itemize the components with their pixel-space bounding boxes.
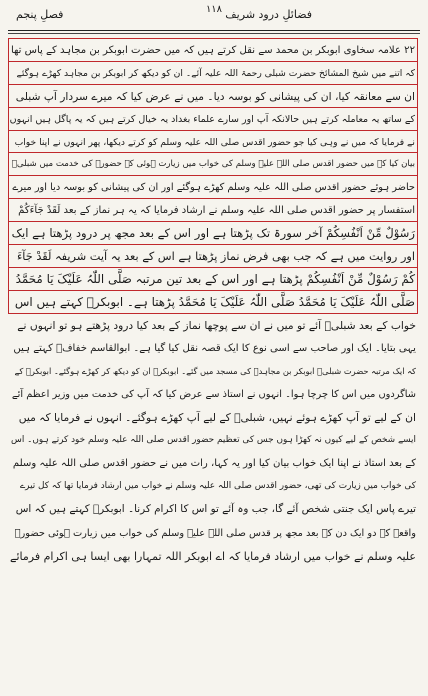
text-line: تیرے پاس ایک جنتی شخص آئے گا، جب وہ آئے تو اس کا اکرام کرنا۔ ابوبکرؒ کہتے ہیں کہ اس <box>15 503 416 516</box>
book-title: فضائلِ درود شریف <box>225 8 312 21</box>
text-line: کہ اتنے میں شیخ المشائخ حضرت شبلی رحمۃ اللہ علیہ آئے۔ ان کو دیکھ کر ابوبکر بن مجاہد کھڑے ہوگئے <box>8 62 418 85</box>
page-number: ۱۱۸ <box>205 4 223 15</box>
text-line: کی خواب میں زیارت کی تھی، حضور اقدس صلی اللہ علیہ وسلم نے خواب میں ارشاد فرمایا تھا کہ کل تیرے <box>19 481 416 492</box>
text-line: کہ ایک مرتبہ حضرت شبلیؒ ابوبکر بن مجاہدؒ کی مسجد میں گئے۔ ابوبکرؒ ان کو دیکھ کر کھڑے ہوگئے۔ ابوبکرؒ کے <box>14 365 416 376</box>
text-line: نے فرمایا کہ میں نے وہی کیا جو حضور اقدس صلی اللہ علیہ وسلم کو کرتے دیکھا، پھر انہوں نے اپنا خواب <box>8 131 418 154</box>
text-line: حاضر ہوئے حضور اقدس صلی اللہ علیہ وسلم کھڑے ہوگئے اور ان کی پیشانی کو بوسہ دیا اور میرے <box>8 176 418 199</box>
text-line: بیان کیا کہ میں حضور اقدس صلی اللہ علیہ وسلم کی خواب میں زیارت ہوئی کہ حضورؐ کی خدمت میں شبلیؒ <box>8 153 418 176</box>
text-line: ان کے لیے تو آپ کھڑے ہوئے نہیں، شبلیؒ کے لیے آپ کھڑے ہوگئے۔ انہوں نے فرمایا کہ میں <box>18 411 416 425</box>
text-line: کے بعد استاذ نے اپنا ایک خواب بیان کیا اور یہ کہا، رات میں نے حضور اقدس صلی اللہ علیہ وسلم <box>12 458 416 470</box>
header-rule-thin <box>8 33 420 34</box>
text-line: ان سے معانقہ کیا، ان کی پیشانی کو بوسہ دیا۔ میں نے عرض کیا کہ میرے سردار آپ شبلی <box>8 85 418 108</box>
text-line: رَسُوْلٌ مِّنْ اَنْفُسِکُمْ آخر سورۃ تک پڑھتا ہے اور اس کے بعد مجھ پر درود پڑھتا ہے ایک <box>8 222 418 245</box>
text-line: شاگردوں میں اس کا چرچا ہوا۔ انہوں نے استاذ سے عرض کیا کہ آپ کی خدمت میں وزیر اعظم آئے <box>11 388 416 400</box>
text-line: کُمْ رَسُوْلٌ مِّنْ اَنْفُسِکُمْ پڑھتا ہے اور اس کے بعد تین مرتبہ صَلَّی اللّٰہُ عَلَیْکَ یَا مُحَمَّدُ <box>8 268 418 291</box>
text-line: استفسار پر حضور اقدس صلی اللہ علیہ وسلم نے ارشاد فرمایا کہ یہ ہر نماز کے بعد لَقَدْ جَآءَکُمْ <box>8 199 418 222</box>
text-line: علیہ وسلم نے خواب میں ارشاد فرمایا کہ اے ابوبکر اللہ تمہارا بھی ایسا ہی اکرام فرمائے <box>10 549 416 563</box>
text-line: خواب کے بعد شبلیؒ آئے تو میں نے ان سے پوچھا نماز کے بعد کیا درود پڑھتے ہو تو انہوں نے <box>17 318 416 332</box>
text-line: اور روایت میں ہے کہ جب بھی فرض نماز پڑھتا ہے اس کے بعد یہ آیت شریفہ لَقَدْ جَآءَ <box>8 245 418 268</box>
text-line: یہی بتایا۔ ایک اور صاحب سے اسی نوع کا ایک قصہ نقل کیا گیا ہے۔ ابوالقاسم خفافؒ کہتے ہیں <box>13 342 416 354</box>
text-line: کے ساتھ یہ معاملہ کرتے ہیں حالانکہ آپ اور سارے علماء بغداد یہ خیال کرتے ہیں کہ یہ پاگل ہیں انہوں <box>8 108 418 131</box>
chapter-title: فصلِ پنجم <box>16 8 64 21</box>
header-rule <box>8 30 420 31</box>
text-line: ۲۲ علامہ سخاوی ابوبکر بن محمد سے نقل کرتے ہیں کہ میں حضرت ابوبکر بن مجاہد کے پاس تھا <box>8 38 418 62</box>
text-line: ایسے شخص کے لیے کیوں نہ کھڑا ہوں جس کی تعظیم حضور اقدس صلی اللہ علیہ وسلم خود کرتے ہوں۔ اس <box>11 435 416 446</box>
text-line: واقعہ کے دو ایک دن کے بعد مجھ پر قدس صلی اللہ علیہ وسلم کی خواب میں زیارت ہوئی حضورؐ <box>14 527 416 539</box>
text-line: صَلَّی اللّٰہُ عَلَیْکَ یَا مُحَمَّدُ صَلَّی اللّٰہُ عَلَیْکَ یَا مُحَمَّدُ پڑھتا ہے۔ ابوبکرؒ کہتے ہیں اس <box>8 291 418 314</box>
page-header <box>0 2 428 28</box>
page-body <box>10 38 416 688</box>
